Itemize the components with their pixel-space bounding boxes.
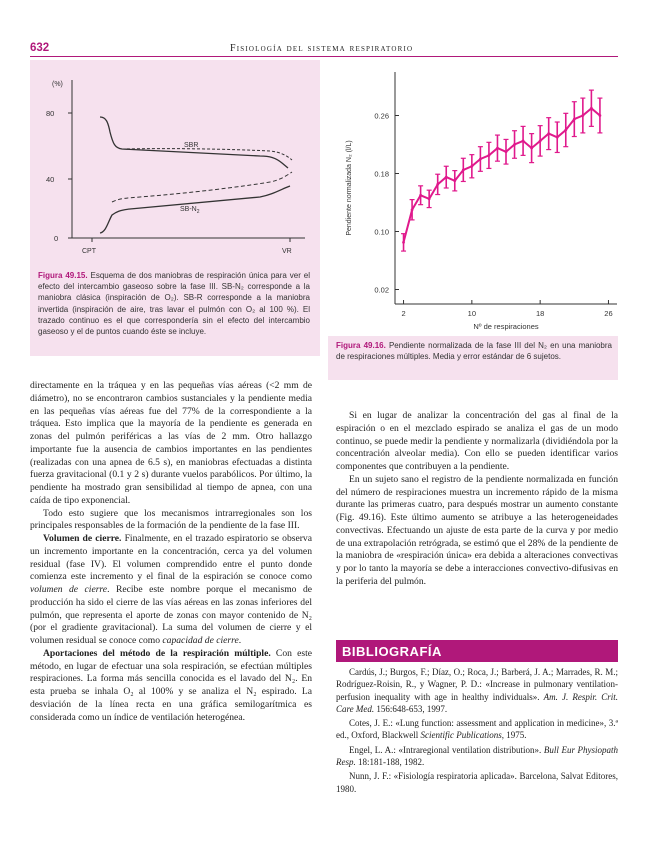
fig16-data-point [564,129,567,132]
closing-volume-term: volumen de cierre [30,584,108,595]
fig16-x-axis-label: Nº de respiraciones [473,322,539,331]
fig16-y-tick-label: 0.18 [374,169,389,179]
figure-16-caption-text: Pendiente normalizada de la fase III del N₂ en una maniobra de respiraciones múltiples. Media y error estándar de 6 sujetos. [336,341,612,362]
figure-16-caption-label: Figura 49.16. [336,341,386,350]
closing-volume-paragraph [30,533,312,648]
fig16-data-point [539,139,542,142]
fig16-y-tick-label: 0.26 [374,111,389,121]
header-rule [30,56,618,57]
bibliography-list [336,666,618,797]
fig16-data-point [599,114,602,117]
bibliography-entry: Cardús, J.; Burgos, F.; Díaz, O.; Roca, J.; Barberá, J. A.; Marrades, R. M.; Rodríguez-Roisin, R., y Wagner, P. D.: «Increase in pulmonary ventilation-perfusion inequality with age in healthy individuals». Am. J. Respir. Crit. Care Med. 156:648-653, 1997. [336,667,618,714]
fig15-sbn2-label-sub: 2 [196,209,200,215]
bibliography-entry: Cotes, J. E.: «Lung function: assessment and application in medicine», 3.ª ed., Oxford, Blackwell Scientific Publications, 1975. [336,718,618,741]
figure-15-caption [38,270,310,337]
fig16-x-tick-label: 2 [401,309,406,318]
fig16-data-point [479,158,482,161]
fig16-x-tick-label: 26 [604,309,613,318]
fig16-x-tick-label: 10 [467,309,477,318]
figure-15-caption-label: Figura 49.15. [38,271,88,280]
fig16-y-axis-label: Pendiente normalizada N₂ (l/L) [346,140,353,236]
fig16-data-point [496,147,499,150]
fig16-data-point [436,183,439,186]
closing-capacity-term: capacidad de cierre [162,635,239,646]
fig16-data-point [513,143,516,146]
right-paragraph-1: Si en lugar de analizar la concentración del gas al final de la espiración o en el mezclado espirado se analiza el gas de un modo continuo, se puede medir la pendiente y normalizarla (dividiéndola por la concentración alveolar media). Con ello se pueden identificar varios componentes que contribuyen a la pendiente. [336,410,618,472]
bibliography-entry: Engel, L. A.: «Intraregional ventilation distribution». Bull Eur Physiopath Resp. 18:181-188, 1982. [336,744,619,768]
fig16-data-point [445,176,448,179]
fig16-y-tick-label: 0.10 [374,227,389,237]
fig15-axes [68,80,305,242]
fig16-y-tick-label: 0.02 [374,285,389,295]
fig15-ytick-label-80: 80 [46,109,55,118]
page-number: 632 [30,42,50,54]
figure-15-diagram [30,60,320,270]
fig16-mean-line [404,108,600,242]
fig15-ylabel: (%) [52,81,63,88]
figure-16-caption [336,340,612,362]
closing-volume-text-1: Finalmente, en el trazado espiratorio se observa un incremento importante en la concentración, cerca ya del volumen residual (fase IV). El volumen comprendido entre el punto donde comienza este incremento y el final de la espiración se conoce como [30,533,312,583]
bibliography-title: BIBLIOGRAFÍA [342,644,442,659]
fig16-data-point [470,165,473,168]
fig15-xtick-label-cpt: CPT [82,248,96,255]
left-column [30,380,312,724]
fig15-sbn2-label-main: SB-N [180,206,197,213]
fig16-data-point [462,168,465,171]
fig15-ytick-label-40: 40 [46,175,55,184]
fig16-data-point [547,132,550,135]
fig15-ytick-label-0: 0 [54,234,59,243]
closing-volume-text-2: . Recibe este nombre porque el mecanismo de producción ha sido el cierre de las vías aéreas en las zonas inferiores del pulmón, que representa el aporte de zonas con mayor contenido de N₂ (por el gradiente gravitacional). La suma del volumen de cierre y el volumen residual se conoce como [30,584,313,646]
figure-15-caption-text: Esquema de dos maniobras de respiración única para ver el efecto del intercambio gaseoso sobre la fase III. SB-N₂ corresponde a la maniobra clásica (inspiración de O₂). SB-R corresponde a la maniobra invertida (inspiración de aire, tras lavar el pulmón con O₂ al 100 %). El trazado continuo es el que correspondería sin el efecto del intercambio gaseoso y el de puntos cuando éste se incluye. [38,271,310,337]
multiple-breath-paragraph [30,648,312,725]
fig16-data-point [522,139,525,142]
fig16-data-point [556,136,559,139]
fig15-sbr-label: SBR [184,142,199,149]
multiple-breath-heading: Aportaciones del método de la respiración múltiple. [43,647,271,659]
fig16-data-point [402,241,405,244]
fig15-sbn2-dashed-curve [112,172,292,202]
fig16-data-point [573,118,576,121]
fig16-data-point [590,107,593,110]
fig16-data-point [419,194,422,197]
fig15-sbn2-label [180,206,200,215]
left-paragraph-2: Todo esto sugiere que los mecanismos intrarregionales son los principales responsables de la formación de la pendiente de la fase III. [30,507,312,532]
figure-16-chart [325,64,625,336]
closing-volume-text-3: . [238,635,242,646]
fig16-data-point [411,208,414,211]
fig16-data-point [530,147,533,150]
right-paragraph-2: En un sujeto sano el registro de la pendiente normalizada en función del número de respiraciones muestra un incremento rápido de la misma durante las primeras cuatro, para después mostrar un aumento constante (Fig. 49.16). Este último aumento se atribuye a las heterogeneidades convectivas. Efectuando un ajuste de esta parte de la curva y por medio de una extrapolación retrógrada, se estimó que el 28% de la pendiente de la maniobra de «respiración única» era debida a alteraciones convectivas y por lo tanto la mayoría se debe a interacciones convectivo-difusivas en la periferia del pulmón. [336,473,618,587]
fig16-data-point [581,114,584,117]
fig16-data-point [428,197,431,200]
closing-volume-heading: Volumen de cierre. [43,533,122,544]
multiple-breath-text: Con este método, en lugar de efectuar una sola respiración, se efectúan múltiples respiraciones. La forma más sencilla conocida es el lavado del N₂. En esta prueba se inhala O₂ al 100% y se analiza el N₂ espirado. La desviación de la línea recta en una gráfica semilogarítmica es considerada como un índice de ventilación heterogénea. [30,647,312,723]
bibliography-entry: Nunn, J. F.: «Fisiología respiratoria aplicada». Barcelona, Salvat Editores, 1980. [336,771,618,794]
fig16-x-tick-label: 18 [535,309,545,318]
fig15-xtick-label-vr: VR [282,248,292,255]
right-column [336,410,618,589]
running-title: Fisiología del sistema respiratorio [230,43,414,54]
fig16-data-point [505,150,508,153]
fig16-data-point [453,179,456,182]
fig16-data-point [488,154,491,157]
left-paragraph-1: directamente en la tráquea y en las pequeñas vías aéreas (<2 mm de diámetro), no se encontraron cambios sustanciales y la pendiente media en las pequeñas vías aéreas fue del 77% de la correspondiente a la tráquea. Esto implica que la mayoría de la pendiente es generada en zonas del pulmón periféricas a las vías de 2 mm. Otro hallazgo importante fue la ausencia de cambios importantes en las pendientes (realizadas con una apnea de 6.5 s), en maniobras efectuadas a distinta fuerza gravitacional (0.1 y 2 s) durante vuelos parabólicos. Por último, la pendiente ha mostrado gran sensibilidad al tiempo de apnea, con una caída de tipo exponencial. [30,380,312,506]
